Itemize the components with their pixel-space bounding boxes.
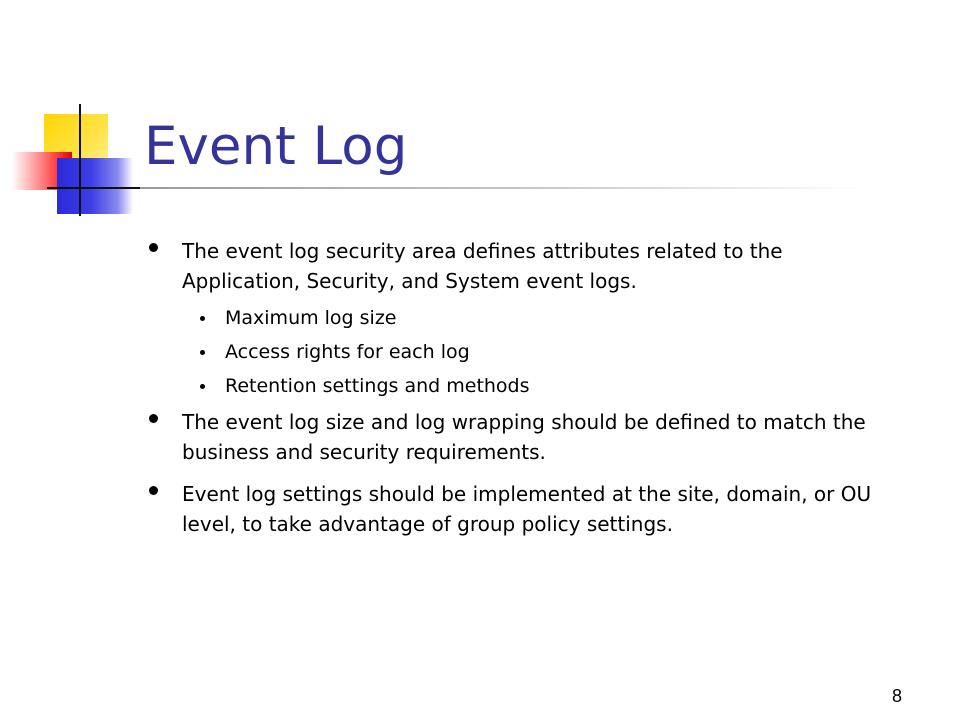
bullet-item [148, 479, 888, 539]
bullet-text: Event log settings should be implemented at the site, domain, or OU level, to take advantage of group policy settings. [182, 482, 872, 536]
sub-bullet-text: Access rights for each log [225, 341, 470, 363]
slide-body [148, 236, 888, 539]
bullet-text: The event log size and log wrapping should be defined to match the business and security requirements. [182, 410, 866, 464]
bullet-item [148, 407, 888, 467]
bullet-item [148, 236, 888, 296]
bullet-dot [149, 243, 158, 252]
sub-bullet-dot [200, 350, 205, 355]
sub-bullet-item [198, 335, 888, 369]
slide-title: Event Log [144, 116, 408, 177]
sub-bullet-text: Maximum log size [225, 307, 397, 329]
logo-vertical-line [79, 104, 81, 216]
sub-bullet-dot [200, 316, 205, 321]
logo-blue-square [57, 158, 133, 214]
bullet-text: The event log security area defines attributes related to the Application, Security, and System event logs. [182, 239, 783, 293]
bullet-dot [149, 414, 158, 423]
sub-bullet-dot [200, 384, 205, 389]
title-underline [140, 187, 870, 189]
bullet-dot [149, 486, 158, 495]
sub-bullet-text: Retention settings and methods [225, 375, 530, 397]
sub-bullet-list [198, 301, 888, 403]
sub-bullet-item [198, 369, 888, 403]
sub-bullet-item [198, 301, 888, 335]
logo-horizontal-line [47, 187, 147, 189]
page-number: 8 [891, 686, 902, 706]
